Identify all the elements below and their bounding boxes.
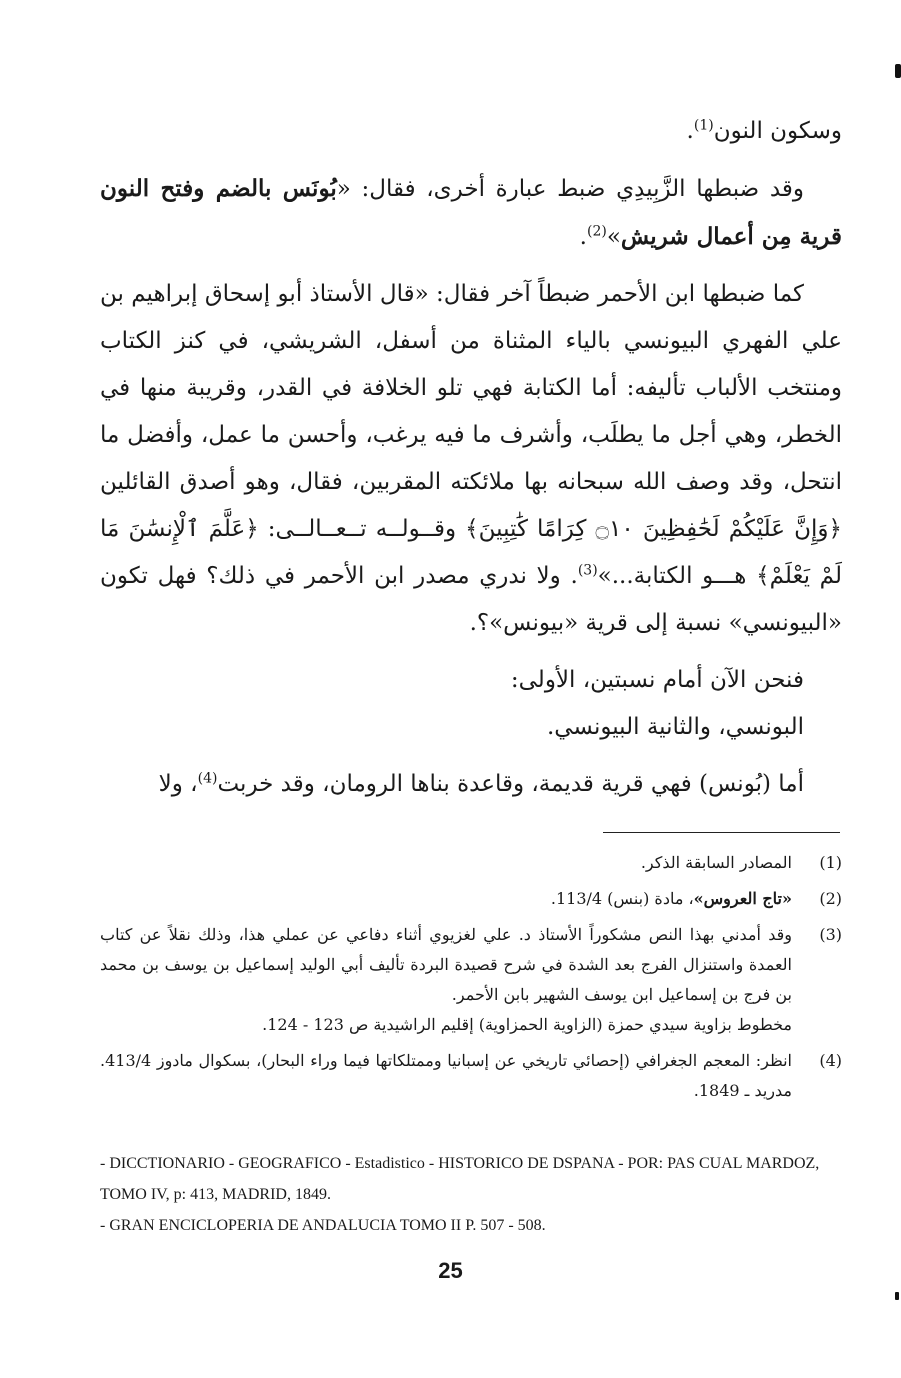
footnote-number: (1) [819,853,842,872]
paragraph-text: كما ضبطها ابن الأحمر ضبطاً آخر فقال: «قال الأستاذ أبو إسحاق إبراهيم بن علي الفهري البيونسي بالياء المثناة من أسفل، الشريشي، في كنز الكتاب ومنتخب الألباب تأليفه: أما الكتابة فهي تلو الخلافة في القدر، وقريبة منها في الخطر، وهي أجل ما يطلَب، وأشرف ما فيه يرغب، وأحسن ما عمل، وأفضل ما انتحل، وقد وصف الله سبحانه بها ملائكته المقربين، فقال، وهو أصدق القائلين ﴿وَإِنَّ عَلَيْكُمْ لَحَٰفِظِينَ ۝١٠ كِرَامًا كَٰتِبِينَ﴾ وقــولــه تــعــالــى: ﴿عَلَّمَ ٱلْإِنسَٰنَ مَا لَمْ يَعْلَمْ﴾ هـــو الكتابة...» [100,281,843,589]
footnote-ref: (2) [586,223,607,240]
footnote-text [100,848,792,878]
paragraph-4b [100,704,842,751]
paragraph-1 [100,108,842,155]
footnote-text [100,920,792,1040]
footnote-ref: (4) [197,770,218,787]
footnote-2 [100,884,842,914]
paragraph-text: وقد ضبطها الزَّبِيدِي ضبط عبارة أخرى، فقال: « [336,176,805,202]
paragraph-2 [100,165,842,261]
footnote-3 [100,920,842,1040]
footnote-1 [100,848,842,878]
footnote-line: انظر: المعجم الجغرافي (إحصائي تاريخي عن إسبانيا وممتلكاتها فيما وراء البحار)، بسكوال مادوز 413/4. مدريد ـ 1849. [100,1051,792,1100]
footnote-ref: (3) [577,562,598,579]
latin-references [100,1148,842,1241]
paragraph-4 [100,657,842,704]
paragraph-line: فنحن الآن أمام نسبتين، الأولى: [510,667,804,693]
footnote-separator [603,832,840,833]
footnote-line: المصادر السابقة الذكر. [640,853,792,872]
quote-close: » [606,224,621,250]
paragraph-end: . [686,118,694,144]
latin-reference: - GRAN ENCICLOPERIA DE ANDALUCIA TOMO II P. 507 - 508. [100,1217,546,1234]
footnote-bold-title: «تاج العروس» [693,889,792,908]
footnote-number: (3) [819,925,842,944]
paragraph-text: أما (بُونس) فهي قرية قديمة، وقاعدة بناها الرومان، وقد خربت [217,771,804,797]
footnote-line: ، مادة (بنس) 113/4. [550,889,694,908]
footnote-ref: (1) [693,117,714,134]
footnotes [100,848,842,1112]
paragraph-line: البونسي، والثانية البيونسي. [546,714,804,740]
latin-reference: - DICCTIONARIO - GEOGRAFICO - Estadistico - HISTORICO DE DSPANA - POR: PAS CUAL MARDOZ, TOMO IV, p: 413, MADRID, 1849. [100,1155,820,1203]
paragraph-text: وسكون النون [713,118,842,144]
paragraph-3 [100,271,842,647]
paragraph-end: ، ولا [158,771,198,797]
footnote-number: (2) [819,889,842,908]
paragraph-end: . [579,224,587,250]
footnote-4 [100,1046,842,1106]
scan-edge-mark [895,1292,899,1300]
bold-quote: بُونَس بالضم وفتح النون قرية مِن أعمال شريش [100,175,842,250]
footnote-number: (4) [819,1051,842,1070]
scan-edge-mark [895,64,901,78]
footnote-line: وقد أمدني بهذا النص مشكوراً الأستاذ د. علي لغزيوي أثناء دفاعي عن عملي هذا، وذلك نقلاً عن كتاب العمدة واستنزال الفرج بعد الشدة في شرح قصيدة البردة تأليف أبي الوليد إسماعيل بن يوسف بن محمد بن فرج بن إسماعيل ابن يوسف الشهير بابن الأحمر. [100,925,792,1004]
footnote-text [100,1046,792,1106]
footnote-text [100,884,792,914]
paragraph-5 [100,761,842,808]
paragraph-end: . ولا ندري مصدر ابن الأحمر في ذلك؟ فهل تكون «البيونسي» نسبة إلى قرية «بيونس»؟. [100,563,842,636]
main-text [100,108,842,818]
page-number: 25 [438,1258,463,1283]
footnote-line: مخطوط بزاوية سيدي حمزة (الزاوية الحمزاوية) إقليم الراشيدية ص 123 - 124. [262,1015,792,1034]
